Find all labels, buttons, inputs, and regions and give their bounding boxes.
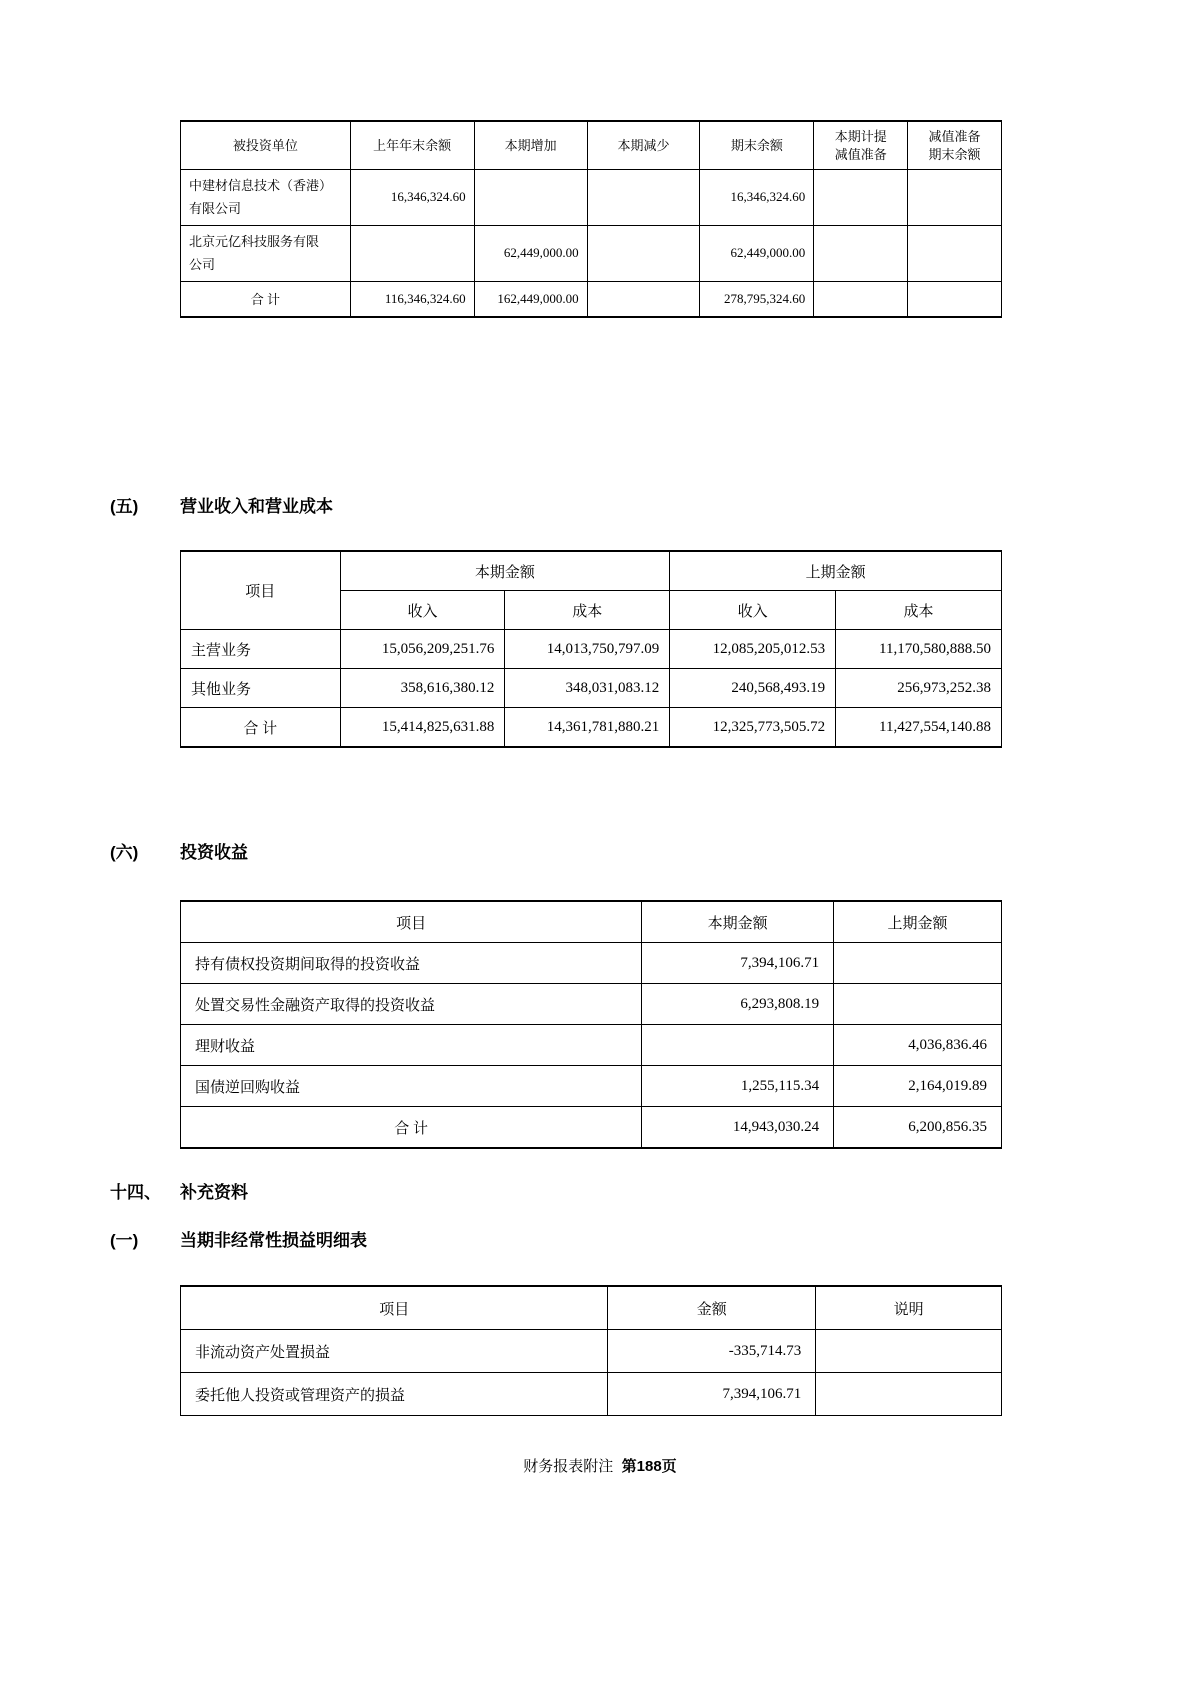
table-row [181, 1373, 1002, 1416]
table-row [181, 943, 1002, 984]
section-number-6: (六) [110, 843, 139, 862]
cell-total-label: 合 计 [181, 1107, 642, 1149]
investee-name-line1: 北京元亿科技服务有限 [189, 233, 320, 249]
cell-previous-revenue: 240,568,493.19 [670, 669, 836, 708]
cell-provision-current [814, 225, 908, 281]
cell-note [816, 1330, 1002, 1373]
table-row [181, 170, 1002, 226]
investee-name-line1: 中建材信息技术（香港） [189, 178, 333, 194]
col-header-provision-end [908, 121, 1002, 170]
col-header-current-amount: 本期金额 [642, 901, 834, 943]
table-header-row [181, 1286, 1002, 1330]
cell-item: 持有债权投资期间取得的投资收益 [181, 943, 642, 984]
cell-current-cost: 14,013,750,797.09 [505, 630, 670, 669]
cell-note [816, 1373, 1002, 1416]
cell-previous-revenue: 12,085,205,012.53 [670, 630, 836, 669]
long-term-investment-table [180, 120, 1002, 318]
revenue-cost-table [180, 550, 1002, 748]
cell-previous-amount: 2,164,019.89 [834, 1066, 1002, 1107]
table-header-row [181, 901, 1002, 943]
cell-current-amount: 1,255,115.34 [642, 1066, 834, 1107]
cell-item: 非流动资产处置损益 [181, 1330, 608, 1373]
cell-total-previous-cost: 11,427,554,140.88 [836, 708, 1002, 748]
col-header-amount: 金额 [608, 1286, 816, 1330]
cell-provision-end [908, 170, 1002, 226]
table-row [181, 1330, 1002, 1373]
cell-total-decrease [587, 281, 700, 317]
revenue-cost-table-wrapper [180, 550, 1002, 748]
cell-previous-amount: 4,036,836.46 [834, 1025, 1002, 1066]
table-header-row-top [181, 551, 1002, 591]
cell-total-provision-current [814, 281, 908, 317]
cell-provision-end [908, 225, 1002, 281]
long-term-investment-table-wrapper [180, 120, 1002, 318]
table-total-row [181, 281, 1002, 317]
cell-total-label: 合 计 [181, 708, 341, 748]
cell-prev-year-end [350, 225, 474, 281]
col-header-item: 项目 [181, 551, 341, 630]
cell-period-end: 62,449,000.00 [700, 225, 814, 281]
table-header-row [181, 121, 1002, 170]
col-header-current-cost: 成本 [505, 591, 670, 630]
cell-item: 主营业务 [181, 630, 341, 669]
cell-previous-cost: 256,973,252.38 [836, 669, 1002, 708]
cell-item: 国债逆回购收益 [181, 1066, 642, 1107]
cell-current-revenue: 15,056,209,251.76 [340, 630, 505, 669]
investee-name-line2: 有限公司 [189, 201, 242, 217]
cell-total-current-amount: 14,943,030.24 [642, 1107, 834, 1149]
cell-investee-name [181, 225, 351, 281]
cell-current-revenue: 358,616,380.12 [340, 669, 505, 708]
section-title-revenue-cost: 营业收入和营业成本 [180, 497, 333, 516]
cell-total-provision-end [908, 281, 1002, 317]
col-header-provision-current-line2: 减值准备 [834, 146, 887, 162]
col-header-investee: 被投资单位 [181, 121, 351, 170]
cell-prev-year-end: 16,346,324.60 [350, 170, 474, 226]
cell-provision-current [814, 170, 908, 226]
col-header-previous-cost: 成本 [836, 591, 1002, 630]
cell-item: 理财收益 [181, 1025, 642, 1066]
col-header-previous-amount: 上期金额 [834, 901, 1002, 943]
col-header-current-revenue: 收入 [340, 591, 505, 630]
cell-increase: 62,449,000.00 [474, 225, 587, 281]
footer-page-number: 第188页 [621, 1458, 677, 1475]
section-title-investment-income: 投资收益 [180, 843, 248, 862]
cell-decrease [587, 225, 700, 281]
table-row [181, 1025, 1002, 1066]
cell-increase [474, 170, 587, 226]
table-row [181, 1066, 1002, 1107]
cell-current-cost: 348,031,083.12 [505, 669, 670, 708]
col-header-increase: 本期增加 [474, 121, 587, 170]
cell-total-current-revenue: 15,414,825,631.88 [340, 708, 505, 748]
cell-total-prev-year-end: 116,346,324.60 [350, 281, 474, 317]
investment-income-table-wrapper [180, 900, 1002, 1149]
col-header-current-amount: 本期金额 [340, 551, 670, 591]
investment-income-table [180, 900, 1002, 1149]
cell-previous-amount [834, 943, 1002, 984]
section-number-1: (一) [110, 1231, 139, 1250]
table-total-row [181, 1107, 1002, 1149]
col-header-item: 项目 [181, 1286, 608, 1330]
cell-total-current-cost: 14,361,781,880.21 [505, 708, 670, 748]
table-total-row [181, 708, 1002, 748]
cell-total-previous-amount: 6,200,856.35 [834, 1107, 1002, 1149]
cell-period-end: 16,346,324.60 [700, 170, 814, 226]
cell-investee-name [181, 170, 351, 226]
table-row [181, 630, 1002, 669]
cell-total-previous-revenue: 12,325,773,505.72 [670, 708, 836, 748]
col-header-provision-end-line2: 期末余额 [928, 146, 981, 162]
cell-current-amount [642, 1025, 834, 1066]
investee-name-line2: 公司 [189, 257, 216, 273]
cell-decrease [587, 170, 700, 226]
col-header-prev-year-end: 上年年末余额 [350, 121, 474, 170]
table-row [181, 669, 1002, 708]
cell-item: 处置交易性金融资产取得的投资收益 [181, 984, 642, 1025]
footer-label: 财务报表附注 [523, 1458, 614, 1475]
col-header-item: 项目 [181, 901, 642, 943]
nonrecurring-table-wrapper [180, 1285, 1002, 1416]
cell-total-increase: 162,449,000.00 [474, 281, 587, 317]
section-title-nonrecurring: 当期非经常性损益明细表 [180, 1231, 367, 1250]
section-title-supplementary: 补充资料 [180, 1183, 248, 1202]
page-footer [0, 1455, 1200, 1476]
cell-previous-amount [834, 984, 1002, 1025]
cell-item: 委托他人投资或管理资产的损益 [181, 1373, 608, 1416]
cell-item: 其他业务 [181, 669, 341, 708]
table-row [181, 984, 1002, 1025]
col-header-previous-amount: 上期金额 [670, 551, 1002, 591]
table-row [181, 225, 1002, 281]
col-header-provision-end-line1: 减值准备 [928, 129, 981, 144]
section-number-14: 十四、 [110, 1183, 161, 1202]
col-header-decrease: 本期减少 [587, 121, 700, 170]
col-header-provision-current [814, 121, 908, 170]
cell-amount: -335,714.73 [608, 1330, 816, 1373]
section-number-5: (五) [110, 497, 139, 516]
cell-previous-cost: 11,170,580,888.50 [836, 630, 1002, 669]
cell-amount: 7,394,106.71 [608, 1373, 816, 1416]
col-header-period-end: 期末余额 [700, 121, 814, 170]
cell-current-amount: 7,394,106.71 [642, 943, 834, 984]
cell-current-amount: 6,293,808.19 [642, 984, 834, 1025]
col-header-previous-revenue: 收入 [670, 591, 836, 630]
col-header-provision-current-line1: 本期计提 [834, 129, 887, 144]
col-header-note: 说明 [816, 1286, 1002, 1330]
cell-total-label: 合 计 [181, 281, 351, 317]
nonrecurring-table [180, 1285, 1002, 1416]
cell-total-period-end: 278,795,324.60 [700, 281, 814, 317]
